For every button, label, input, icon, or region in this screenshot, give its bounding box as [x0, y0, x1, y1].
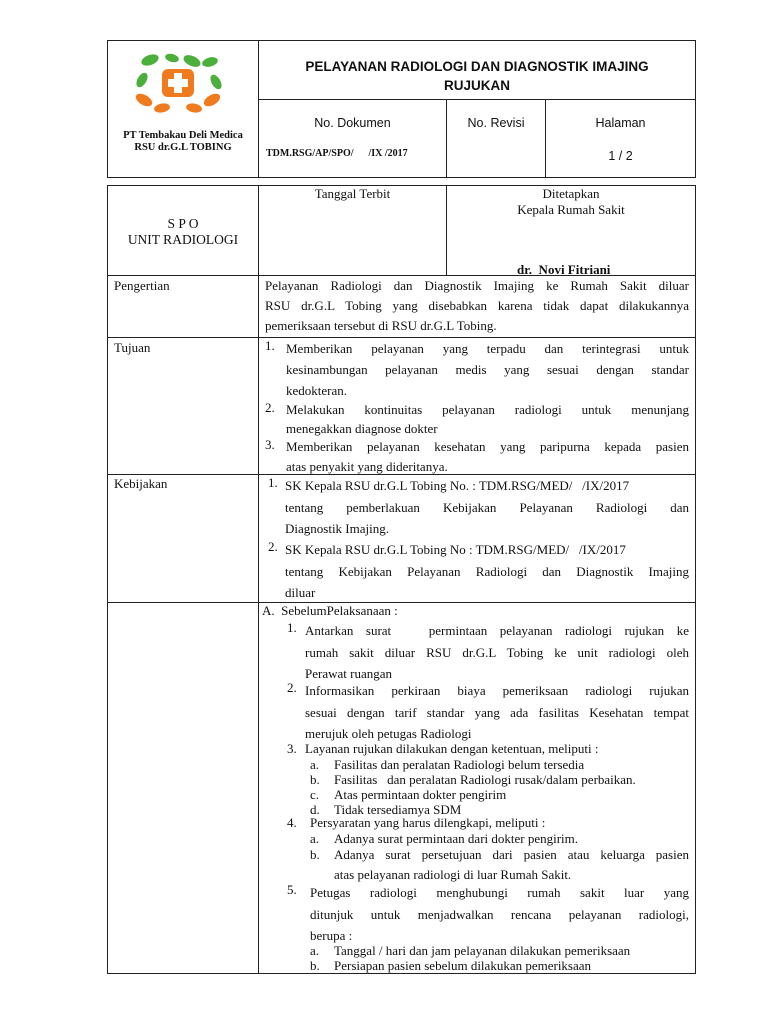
prosedur-item-4 [287, 815, 689, 883]
sub-letter: b. [310, 847, 320, 862]
pengertian-text [265, 276, 689, 336]
sub-item [287, 831, 689, 847]
list-line: merujuk oleh petugas Radiologi [305, 726, 472, 741]
list-line: atas penyakit yang dideritanya. [286, 459, 448, 474]
list-number: 1. [265, 338, 275, 353]
list-line: Diagnostik Imajing. [285, 521, 389, 536]
list-number: 1. [287, 620, 297, 635]
page-number: 1 / 2 [608, 149, 633, 163]
kebijakan-list [268, 475, 689, 603]
approver-name: dr. Novi Fitriani [517, 262, 611, 277]
list-number: 2. [268, 539, 278, 554]
sub-text: atas pelayanan radiologi di luar Rumah Sakit. [334, 867, 572, 882]
pengertian-label: Pengertian [114, 278, 170, 293]
sub-text: Tanggal / hari dan jam pelayanan dilakukan pemeriksaan [334, 943, 631, 958]
sub-item [287, 772, 689, 787]
pengertian-line: RSU dr.G.L Tobing yang disebabkan karena tidak dapat dilakukannya [265, 298, 689, 313]
sub-item [287, 867, 689, 883]
spo-title [108, 216, 258, 248]
title-line2: RUJUKAN [443, 78, 510, 93]
title-line1: PELAYANAN RADIOLOGI DAN DIAGNOSTIK IMAJING [305, 59, 649, 74]
sub-text: Fasilitas dan peralatan Radiologi belum tersedia [334, 757, 585, 772]
list-line: Melakukan kontinuitas pelayanan radiologi untuk menunjang [286, 402, 689, 417]
list-line: diluar [285, 585, 316, 600]
list-number: 5. [287, 882, 297, 897]
list-item [265, 437, 689, 474]
list-line: ditunjuk untuk menjadwalkan rencana pelayanan radiologi, [310, 906, 689, 922]
section-a-heading: A. SebelumPelaksanaan : [262, 603, 398, 618]
list-number: 4. [287, 815, 297, 830]
sub-item [287, 757, 689, 772]
list-line: berupa : [310, 928, 353, 943]
list-number: 1. [268, 475, 278, 490]
kebijakan-label: Kebijakan [114, 476, 168, 491]
sub-letter: a. [310, 831, 320, 846]
sub-item [287, 943, 689, 958]
sub-text: Atas permintaan dokter pengirim [334, 787, 507, 802]
hospital-logo [132, 52, 224, 114]
sub-text: Tidak tersediamya SDM [334, 802, 462, 817]
sub-text: Persiapan pasien sebelum dilakukan pemeriksaan [334, 958, 592, 973]
list-item [268, 475, 689, 539]
list-line: SK Kepala RSU dr.G.L Tobing No. : TDM.RSG/MED/ /IX/2017 [285, 478, 630, 493]
spo-title-line1: S P O [167, 216, 199, 231]
prosedur-item-5-subs [287, 943, 689, 973]
sub-item [287, 847, 689, 867]
approval-block [447, 186, 695, 218]
company-name [108, 130, 258, 154]
list-line: Perawat ruangan [305, 666, 392, 681]
sub-letter: b. [310, 772, 320, 787]
sub-letter: a. [310, 943, 320, 958]
list-line: Informasikan perkiraan biaya pemeriksaan radiologi rujukan [305, 683, 689, 698]
list-line: Memberikan pelayanan yang terpadu dan terintegrasi untuk [286, 341, 689, 356]
list-item [265, 400, 689, 437]
list-item [268, 539, 689, 603]
sub-text: Adanya surat permintaan dari dokter pengirim. [334, 831, 579, 846]
company-line1: PT Tembakau Deli Medica [123, 130, 243, 141]
sub-text: Adanya surat persetujuan dari pasien atau keluarga pasien [334, 847, 689, 862]
list-line: menegakkan diagnose dokter [286, 421, 438, 436]
list-line: kesinambungan pelayanan medis yang sesuai dengan standar [286, 362, 689, 377]
prosedur-item-3 [287, 741, 689, 817]
doc-number-value: TDM.RSG/AP/SPO/ /IX /2017 [266, 148, 408, 159]
pengertian-line: pemeriksaan tersebut di RSU dr.G.L Tobing. [265, 318, 497, 333]
sub-text: Fasilitas dan peralatan Radiologi rusak/dalam perbaikan. [334, 772, 636, 787]
spo-title-line2: UNIT RADIOLOGI [127, 232, 239, 247]
sub-letter: d. [310, 802, 320, 817]
sub-letter: c. [310, 787, 320, 802]
list-number: 2. [265, 400, 275, 415]
page-label: Halaman [595, 116, 646, 130]
list-item [265, 338, 689, 400]
tujuan-list [265, 338, 689, 474]
sub-letter: a. [310, 757, 320, 772]
issued-date-label: Tanggal Terbit [314, 186, 391, 201]
company-line2: RSU dr.G.L TOBING [134, 142, 232, 153]
approved-role: Kepala Rumah Sakit [517, 202, 625, 217]
list-line: rumah sakit diluar RSU dr.G.L Tobing ke unit radiologi oleh [305, 644, 689, 660]
list-line: kedokteran. [286, 383, 348, 398]
list-line: Petugas radiologi menghubungi rumah sakit luar yang [310, 885, 689, 900]
revision-label: No. Revisi [467, 116, 525, 130]
list-number: 3. [265, 437, 275, 452]
sub-item [287, 958, 689, 973]
sub-letter: b. [310, 958, 320, 973]
approved-label: Ditetapkan [542, 186, 600, 201]
sub-item [287, 787, 689, 802]
pengertian-line: Pelayanan Radiologi dan Diagnostik Imajing ke Rumah Sakit diluar [265, 278, 689, 293]
list-line: Persyaratan yang harus dilengkapi, meliputi : [310, 815, 546, 830]
list-line: Layanan rujukan dilakukan dengan ketentuan, meliputi : [305, 741, 599, 756]
doc-number-label: No. Dokumen [314, 116, 391, 130]
list-number: 2. [287, 680, 297, 695]
list-number: 3. [287, 741, 297, 756]
list-line: tentang pemberlakuan Kebijakan Pelayanan Radiologi dan [285, 499, 689, 515]
list-line: SK Kepala RSU dr.G.L Tobing No : TDM.RSG/MED/ /IX/2017 [285, 542, 626, 557]
document-title [259, 57, 695, 95]
list-line: tentang Kebijakan Pelayanan Radiologi dan Diagnostik Imajing [285, 563, 689, 579]
tujuan-label: Tujuan [114, 340, 151, 355]
list-line: Antarkan surat permintaan pelayanan radiologi rujukan ke [305, 623, 689, 638]
list-line: sesuai dengan tarif standar yang ada fasilitas Kesehatan tempat [305, 704, 689, 720]
list-line: Memberikan pelayanan kesehatan yang paripurna kepada pasien [286, 439, 689, 454]
